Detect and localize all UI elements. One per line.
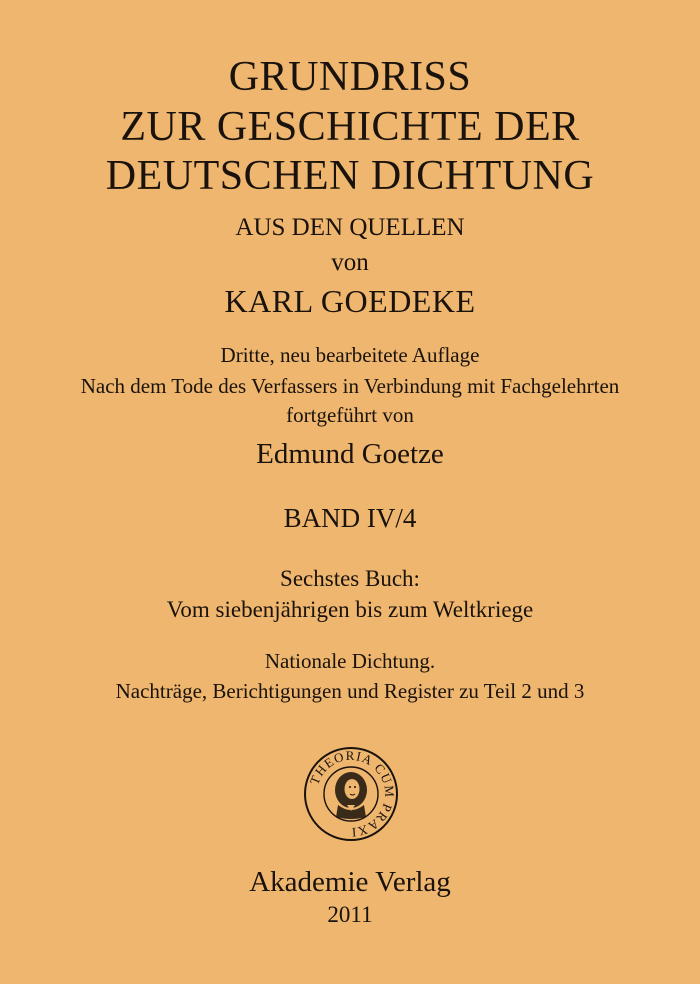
section-line-2: Nachträge, Berichtigungen und Register zu Teil 2 und 3 [115, 679, 585, 703]
title-line-1: GRUNDRISS [228, 54, 472, 100]
title-line-3: DEUTSCHEN DICHTUNG [105, 153, 595, 199]
volume-label: BAND IV/4 [283, 503, 417, 533]
continued-note-line-1: Nach dem Tode des Verfassers in Verbindung mit Fachgelehrten [80, 374, 620, 398]
von-text: von [331, 249, 369, 276]
author-name: KARL GOEDEKE [224, 283, 476, 319]
subtitle: AUS DEN QUELLEN [235, 214, 465, 241]
book-title-line-2: Vom siebenjährigen bis zum Weltkriege [166, 597, 534, 622]
section-line-1: Nationale Dichtung. [264, 649, 436, 673]
edition-note: Dritte, neu bearbeitete Auflage [220, 343, 480, 367]
publication-year: 2011 [327, 902, 373, 927]
editor-name: Edmund Goetze [256, 438, 444, 470]
seal-emblem-icon [302, 745, 400, 843]
svg-text:THEORIA CUM PRAXI: THEORIA CUM PRAXI [306, 747, 398, 841]
publisher-name: Akademie Verlag [249, 866, 451, 898]
title-line-2: ZUR GESCHICHTE DER [120, 104, 580, 150]
publisher-seal-logo [302, 745, 400, 843]
book-title-line-1: Sechstes Buch: [280, 566, 420, 591]
continued-note-line-2: fortgeführt von [286, 403, 414, 427]
